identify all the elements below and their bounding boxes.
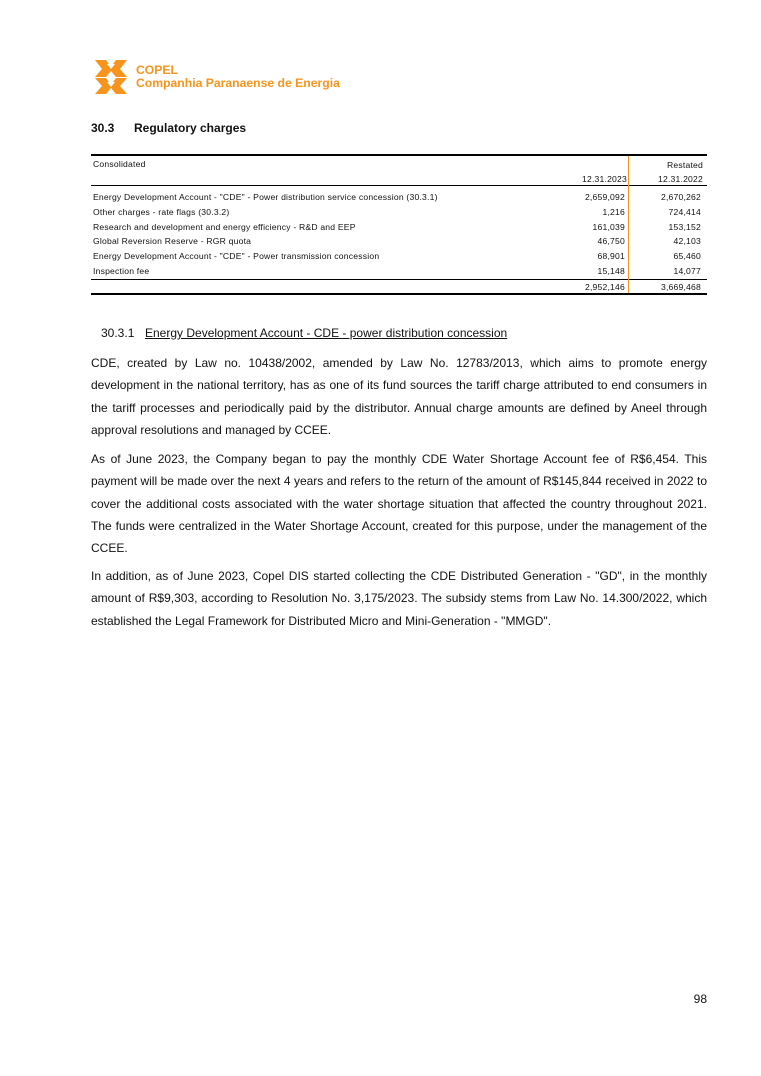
section-number: 30.3 [91, 121, 115, 135]
row-value-2023: 68,901 [597, 251, 625, 262]
row-label: Global Reversion Reserve - RGR quota [93, 236, 252, 247]
column-separator [628, 156, 629, 293]
logo-title: COPEL [136, 62, 178, 77]
table-row [91, 264, 707, 279]
paragraph: As of June 2023, the Company began to pay the monthly CDE Water Shortage Account fee of R$6,454. This payment will be made over the next 4 years and refers to the return of the amount of R$145,844 received in 2022 to cover the additional costs associated with the water shortage situation that affected the country throughout 2021. The funds were centralized in the Water Shortage Account, created for this purpose, under the management of the CCEE. [91, 452, 707, 556]
regulatory-charges-table [91, 154, 707, 295]
page-number: 98 [693, 992, 707, 1006]
row-value-2022: 724,414 [668, 206, 701, 217]
table-bottom-rule [91, 293, 707, 295]
paragraph: In addition, as of June 2023, Copel DIS started collecting the CDE Distributed Generation - "GD", in the monthly amount of R$9,303, according to Resolution No. 3,175/2023. The subsidy stems from Law No. 14.300/2022, which established the Legal Framework for Distributed Micro and Mini-Generation - "MMGD". [91, 569, 707, 628]
paragraph: CDE, created by Law no. 10438/2002, amended by Law No. 12783/2013, which aims to promote energy development in the national territory, has as one of its fund sources the tariff charge attributed to end consumers in the tariff processes and periodically paid by the distributor. Annual charge amounts are defined by Aneel through approval resolutions and managed by CCEE. [91, 356, 707, 437]
copel-emblem-icon [93, 59, 129, 95]
section-heading [91, 121, 246, 135]
row-value-2023: 161,039 [592, 221, 625, 232]
col-2022-header: 12.31.2022 [657, 174, 703, 184]
row-label: Energy Development Account - "CDE" - Power transmission concession [93, 251, 380, 262]
row-label: Energy Development Account - "CDE" - Power distribution service concession (30.3.1) [93, 192, 438, 202]
row-label: Other charges - rate flags (30.3.2) [93, 206, 230, 217]
total-2022: 3,669,468 [660, 281, 701, 292]
table-row [91, 249, 707, 264]
table-row [91, 190, 707, 205]
logo-subtitle: Companhia Paranaense de Energia [136, 76, 340, 90]
restated-label: Restated [667, 160, 703, 170]
total-2023: 2,952,146 [584, 281, 625, 292]
section-title: Regulatory charges [134, 121, 247, 135]
row-value-2022: 153,152 [668, 221, 701, 232]
row-label: Research and development and energy efficiency - R&D and EEP [93, 221, 356, 232]
row-value-2022: 42,103 [673, 236, 701, 247]
row-label: Inspection fee [93, 265, 150, 276]
subsection-title: Energy Development Account - CDE - power distribution concession [145, 326, 508, 340]
row-value-2023: 46,750 [597, 236, 625, 247]
table-total-row [91, 280, 707, 293]
row-value-2022: 2,670,262 [660, 192, 701, 202]
row-value-2023: 1,216 [602, 206, 625, 217]
table-row [91, 220, 707, 235]
row-value-2022: 65,460 [673, 251, 701, 262]
subsection-number: 30.3.1 [101, 326, 135, 340]
row-value-2022: 14,077 [673, 265, 701, 276]
row-value-2023: 15,148 [597, 265, 625, 276]
row-value-2023: 2,659,092 [584, 192, 625, 202]
table-body [91, 186, 707, 279]
consolidated-label: Consolidated [93, 159, 146, 169]
subsection-heading [101, 326, 507, 340]
col-2023-header: 12.31.2023 [581, 174, 627, 184]
table-row [91, 205, 707, 220]
table-row [91, 234, 707, 249]
copel-logo [93, 59, 340, 95]
table-header [91, 156, 707, 185]
